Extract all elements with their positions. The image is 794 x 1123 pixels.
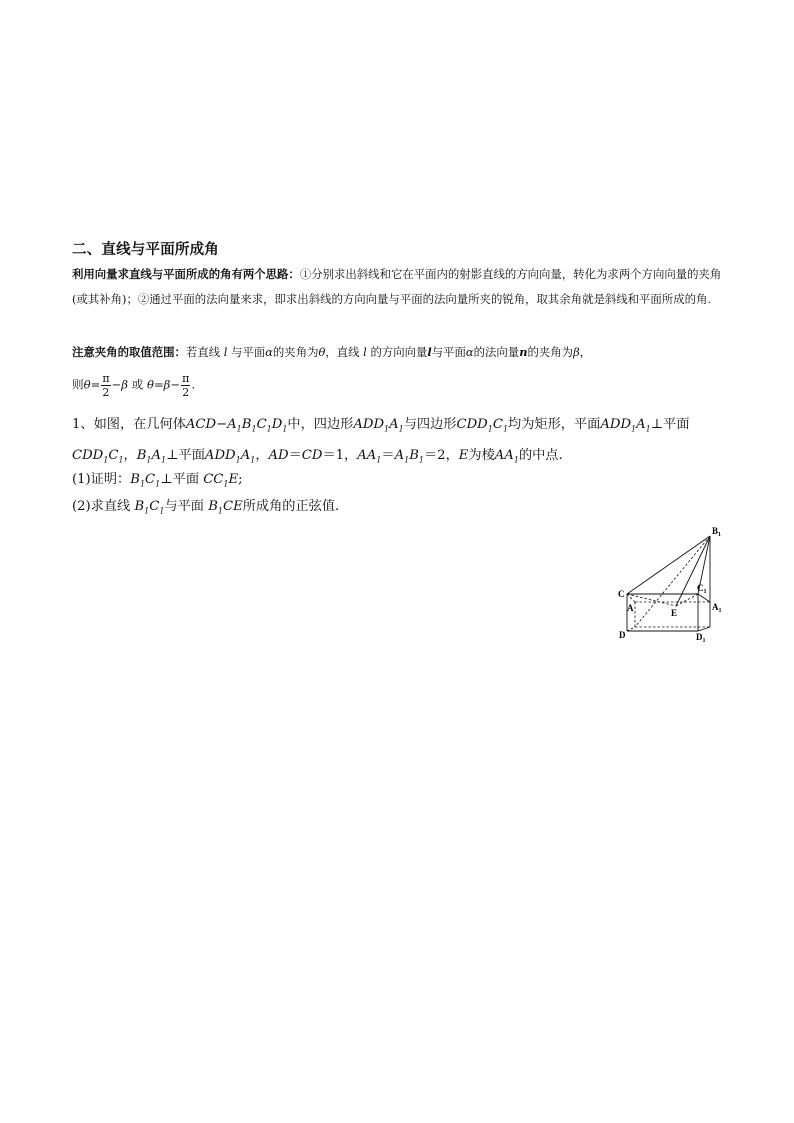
plane-name: $CC_1E$ [203, 472, 239, 489]
fraction-pi-over-2 [101, 372, 110, 399]
note-text: 的夹角为 [527, 345, 574, 359]
point-e: E [458, 447, 469, 463]
note-text: 若直线 [185, 345, 221, 359]
note-text: 的夹角为 [272, 345, 319, 359]
symbol-l: l [363, 345, 367, 359]
condition: $AA_1$ [357, 447, 382, 465]
edge-name: $AA_1$ [494, 447, 519, 465]
problem-text: 如图，在几何体 [93, 417, 186, 432]
problem-text: ⊥平面 [166, 447, 205, 463]
angle-formula: 则θ= $\frac{\pi}{2}$ −β 或 θ=β− $\frac{\pi}{2}$ . [72, 372, 195, 399]
edge-d1-a1 [698, 627, 710, 631]
method-label: 利用向量求直线与平面所成的角有两个思路： [72, 267, 300, 281]
note-text: 与平面 [431, 345, 466, 359]
problem-text: ⊥平面 [650, 417, 690, 432]
edge-d-a-hidden [627, 627, 635, 631]
symbol-beta: β [573, 345, 580, 359]
formula-or: 或 [131, 377, 144, 392]
note-text: 的法向量 [473, 345, 520, 359]
symbol-beta: β [163, 377, 171, 392]
symbol-vector-l: l [427, 345, 432, 359]
label-b1: $B_1$ [712, 526, 722, 538]
symbol-alpha: α [265, 345, 273, 359]
fraction-denominator: 2 [102, 386, 110, 399]
sub-text: 所成角的正弦值. [242, 499, 340, 514]
quad-name: $CDD_1C_1$ [456, 417, 509, 434]
sub-text: 与平面 [164, 499, 204, 514]
plane-name: $ADD_1A_1$ [600, 417, 651, 434]
method-paragraph [72, 262, 722, 312]
quad-name: $ADD_1A_1$ [353, 417, 404, 434]
symbol-theta: θ [146, 377, 154, 392]
line-name: $B_1A_1$ [136, 447, 167, 465]
formula-prefix: 则 [72, 377, 84, 392]
line-name: $B_1C_1$ [134, 499, 165, 516]
fraction-denominator: 2 [182, 386, 190, 399]
note-text: 与平面 [231, 345, 266, 359]
problem-text: ， [123, 447, 137, 463]
symbol-alpha: α [465, 345, 474, 359]
fraction-numerator: π [102, 372, 110, 385]
label-a1: $A_1$ [712, 602, 722, 614]
symbol-vector-n: n [519, 345, 528, 359]
condition: CD [301, 447, 323, 463]
problem-statement: 1、如图，在几何体$ACD-A_1B_1C_1D_1$中，四边形$ADD_1A_1$与四边形$CDD_1C_1$均为矩形，平面$ADD_1A_1\perp$平面 $CDD_1C_1$，$B_1A_1\perp$平面$ADD_1A_1$，AD＝CD＝1，$AA_1=A_1B_1=2$，E为棱$AA_1$的中点. [72, 417, 690, 465]
sub-label: (1)证明： [72, 472, 131, 487]
geometry-figure [610, 520, 730, 645]
label-a: A [627, 603, 634, 613]
label-c: C [618, 589, 625, 599]
note-text: ，直线 [325, 345, 360, 359]
problem-text: 均为矩形，平面 [508, 417, 601, 432]
fraction-pi-over-2 [181, 372, 190, 399]
symbol-theta: θ [83, 377, 91, 392]
problem-text: 与四边形 [403, 417, 457, 432]
symbol-l: l [223, 345, 228, 359]
problem-text: 中，四边形 [287, 417, 354, 432]
plane-name: $B_1CE$ [208, 499, 243, 516]
edge-c-e-hidden [627, 594, 676, 606]
symbol-theta: θ [318, 345, 326, 359]
sub-text: ⊥平面 [160, 472, 200, 487]
problem-text: 为棱 [468, 447, 495, 463]
fraction-numerator: π [182, 372, 190, 385]
plane-name: $ADD_1A_1$ [204, 447, 256, 465]
note-paragraph: 注意夹角的取值范围：若直线 l 与平面α的夹角为θ，直线 l 的方向向量l与平面α的法向量n的夹角为β， [72, 345, 592, 359]
sub-label: (2)求直线 [72, 499, 131, 514]
solid-name: $A_1B_1C_1D_1$ [227, 417, 288, 434]
line-name: $B_1C_1$ [130, 472, 161, 489]
problem-number: 1、 [72, 417, 94, 432]
label-e: E [671, 608, 678, 618]
problem-text: 的中点. [518, 447, 563, 463]
note-text: 的方向向量 [370, 345, 428, 359]
symbol-beta: β [121, 377, 128, 392]
label-c1: $C_1$ [697, 583, 707, 595]
label-d1: $D_1$ [696, 632, 706, 644]
condition: AD [268, 447, 289, 463]
plane-name: $CDD_1C_1$ [72, 447, 124, 465]
condition: $A_1B_1$ [394, 447, 424, 465]
section-title: 二、直线与平面所成角 [72, 242, 219, 258]
edge-c-a-hidden [627, 594, 635, 602]
label-d: D [619, 630, 626, 640]
edge-c1-a1 [698, 594, 710, 602]
solid-name: ACD [185, 417, 217, 432]
method-text: ①分别求出斜线和它在平面内的射影直线的方向向量，转化为求两个方向向量的夹角(或其补角)；②通过平面的法向量来求，即求出斜线的方向向量与平面的法向量所夹的锐角，取其余角就是斜线和平面所成的角. [72, 267, 722, 306]
note-label: 注意夹角的取值范围： [72, 345, 186, 359]
sub-question-1: (1)证明：$B_1C_1\perp$平面 $CC_1E$; [72, 472, 243, 489]
